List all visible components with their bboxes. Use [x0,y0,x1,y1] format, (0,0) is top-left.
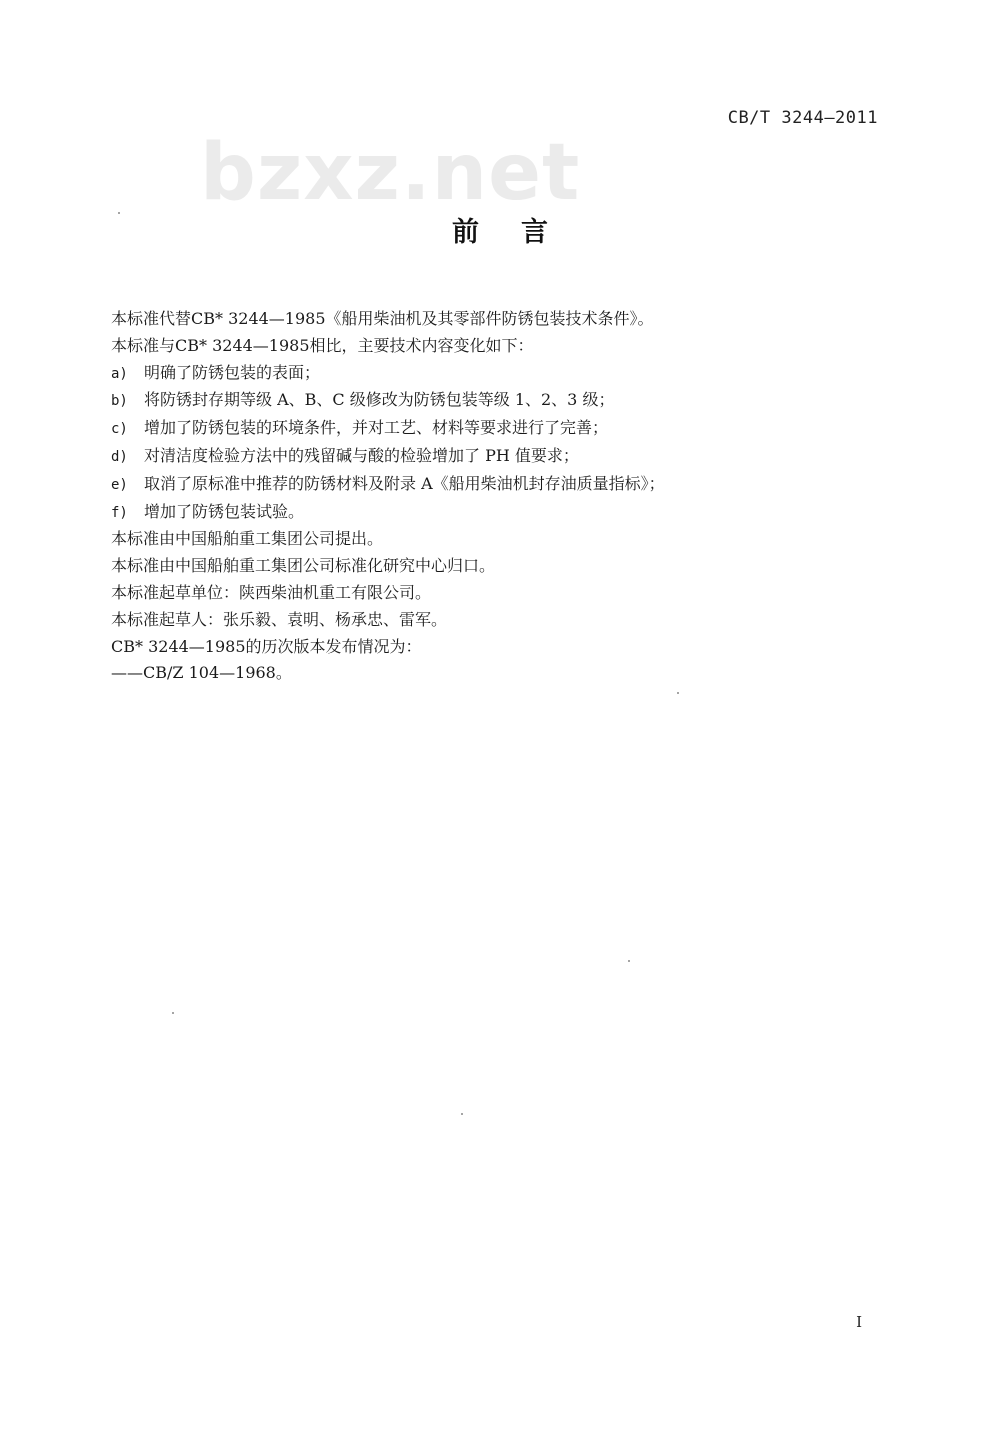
change-item-label: a) [111,365,128,382]
paragraph-proposed-by: 本标准由中国船舶重工集团公司提出。 [111,529,384,549]
paragraph-replaces: 本标准代替CB* 3244—1985《船用柴油机及其零部件防锈包装技术条件》。 [111,309,654,328]
scan-speck [118,212,120,214]
watermark: bzxz.net [200,128,581,218]
change-item-c [111,415,891,443]
change-item-text: 明确了防锈包装的表面； [144,362,321,382]
change-item-d [111,443,891,471]
scan-speck [461,1113,463,1115]
change-item-label: d) [111,448,128,465]
document-code: CB/T 3244—2011 [727,108,878,128]
paragraph-previous-version: ——CB/Z 104—1968。 [111,663,292,683]
change-item-text: 将防锈封存期等级 A、B、C 级修改为防锈包装等级 1、2、3 级； [144,390,615,410]
scan-speck [628,960,630,962]
change-item-b [111,387,891,415]
change-item-label: b) [111,393,128,410]
page-number: I [856,1313,862,1331]
change-item-label: c) [111,421,128,438]
scan-speck [677,692,679,694]
paragraph-version-history: CB* 3244—1985的历次版本发布情况为： [111,636,422,656]
change-item-text: 增加了防锈包装试验。 [144,501,305,521]
foreword-body [111,306,891,687]
change-item-text: 增加了防锈包装的环境条件，并对工艺、材料等要求进行了完善； [144,418,609,438]
change-item-f [111,499,891,527]
change-item-e [111,471,891,499]
change-item-text: 对清洁度检验方法中的残留碱与酸的检验增加了 PH 值要求； [144,445,579,465]
paragraph-drafters: 本标准起草人：张乐毅、袁明、杨承忠、雷军。 [111,609,448,629]
change-item-text: 取消了原标准中推荐的防锈材料及附录 A《船用柴油机封存油质量指标》； [144,473,665,493]
page-title: 前言 [452,217,590,248]
paragraph-administered-by: 本标准由中国船舶重工集团公司标准化研究中心归口。 [111,556,496,576]
paragraph-drafting-unit: 本标准起草单位：陕西柴油机重工有限公司。 [111,582,432,602]
change-item-label: e) [111,476,128,493]
change-item-label: f) [111,504,128,521]
paragraph-changes-intro: 本标准与CB* 3244—1985相比，主要技术内容变化如下： [111,335,534,355]
scan-speck [172,1012,174,1014]
change-item-a [111,360,891,388]
